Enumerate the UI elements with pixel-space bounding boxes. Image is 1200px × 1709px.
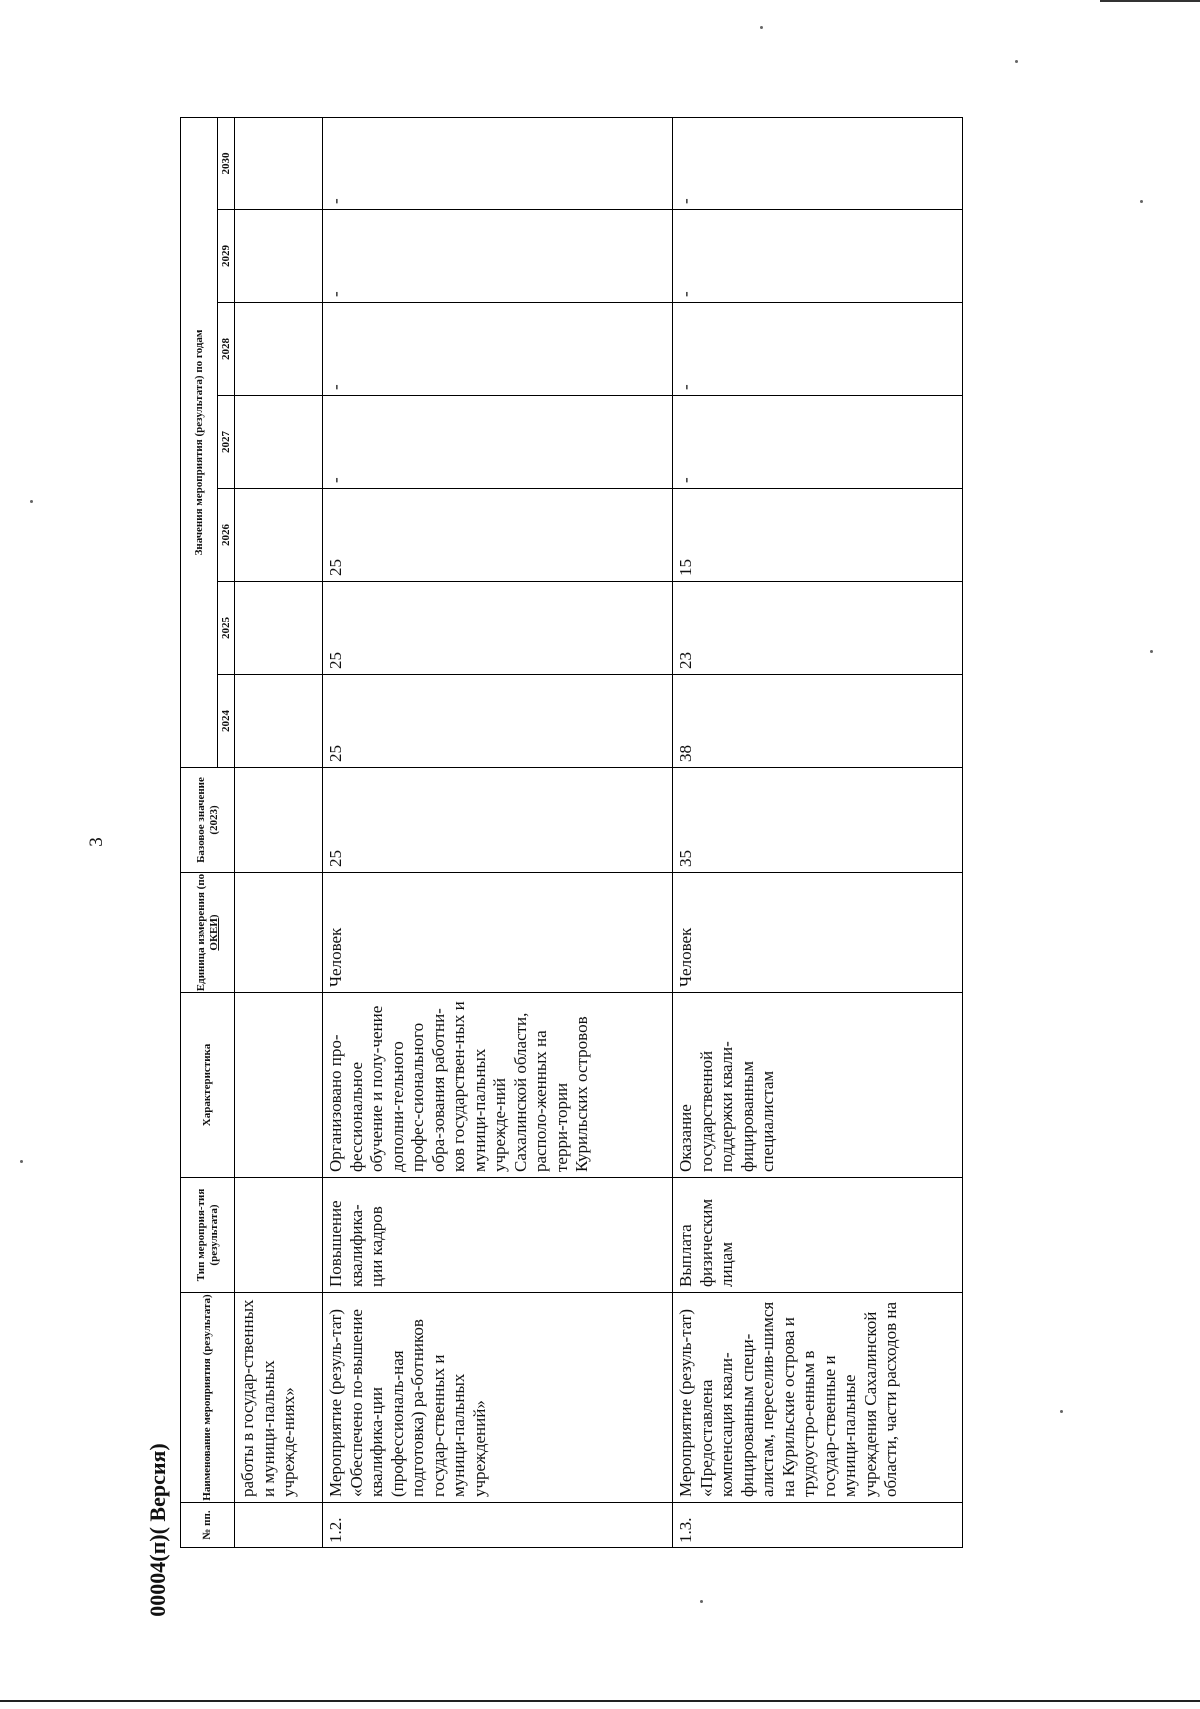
header-name: Наименование мероприятия (результата) <box>181 1293 235 1503</box>
scan-speck <box>760 26 763 29</box>
measures-table <box>180 117 963 1548</box>
cell-name: Мероприятие (резуль-тат) «Предоставлена компенсация квали-фицированным специ-алистам, переселив-шимся на Курильские острова и трудоустро-енным в государ-ственные и муници-пальные учреждения Сахалинской области, части расходов на <box>673 1293 963 1503</box>
header-year: 2025 <box>218 582 235 675</box>
cell-number <box>235 1503 323 1548</box>
cell-value: - <box>673 303 963 396</box>
cell-value <box>235 117 323 209</box>
header-type: Тип мероприя-тия (результата) <box>181 1178 235 1293</box>
header-year: 2028 <box>218 303 235 396</box>
scan-speck <box>1150 650 1153 653</box>
scan-speck <box>1015 60 1018 63</box>
cell-value: 23 <box>673 582 963 675</box>
cell-value <box>235 303 323 396</box>
header-unit-prefix: Единица измерения (по <box>194 873 207 992</box>
table-row <box>673 117 963 1547</box>
header-year: 2030 <box>218 117 235 209</box>
cell-value <box>235 396 323 489</box>
scan-edge-line <box>0 1700 1200 1702</box>
header-unit-okei: ОКЕИ <box>207 918 220 951</box>
cell-value: 25 <box>323 675 673 768</box>
cell-name: Мероприятие (резуль-тат) «Обеспечено по-вышение квалифика-ции (профессиональ-ная подготовка) ра-ботников государ-ственных и муници-пальных учреждений» <box>323 1293 673 1503</box>
cell-unit: Человек <box>323 873 673 993</box>
header-year: 2026 <box>218 489 235 582</box>
header-unit <box>181 873 235 993</box>
header-base-value: Базовое значение (2023) <box>181 768 235 873</box>
cell-value: - <box>673 117 963 209</box>
cell-unit: Человек <box>673 873 963 993</box>
cell-value: - <box>673 210 963 303</box>
cell-value: 38 <box>673 675 963 768</box>
cell-base: 35 <box>673 768 963 873</box>
scan-speck <box>1060 1410 1063 1413</box>
cell-base: 25 <box>323 768 673 873</box>
cell-type: Выплата физическим лицам <box>673 1178 963 1293</box>
cell-number: 1.2. <box>323 1503 673 1548</box>
header-number: № пп. <box>181 1503 235 1548</box>
scan-speck <box>30 500 33 503</box>
header-year: 2029 <box>218 210 235 303</box>
cell-value: - <box>323 396 673 489</box>
cell-value <box>235 489 323 582</box>
cell-characteristic: Организовано про-фессиональное обучение и полу-чение дополни-тельного профес-сионального обра-зования работни-ков государствен-ных и муници-пальных учрежде-ний Сахалинской области, располо-женных на терри-тории Курильских островов <box>323 993 673 1178</box>
cell-value: 15 <box>673 489 963 582</box>
scan-speck <box>20 1160 23 1163</box>
table-row <box>235 117 323 1547</box>
header-unit-suffix: ) <box>207 914 220 919</box>
header-year: 2027 <box>218 396 235 489</box>
cell-number: 1.3. <box>673 1503 963 1548</box>
cell-value <box>235 582 323 675</box>
cell-characteristic: Оказание государственной поддержки квали-фицированным специалистам <box>673 993 963 1178</box>
header-values-by-year: Значения мероприятия (результата) по годам <box>181 117 218 767</box>
page-number: 3 <box>86 837 107 847</box>
cell-value: - <box>323 303 673 396</box>
cell-type: Повышение квалифика-ции кадров <box>323 1178 673 1293</box>
cell-value <box>235 675 323 768</box>
cell-value: - <box>323 210 673 303</box>
footer-document-code: 00004(п)( Версия) <box>145 1443 170 1617</box>
cell-name: работы в государ-ственных и муници-пальных учрежде-ниях» <box>235 1293 323 1503</box>
cell-value <box>235 210 323 303</box>
scan-speck <box>1140 200 1143 203</box>
scan-speck <box>700 1600 703 1603</box>
header-characteristic: Характеристика <box>181 993 235 1178</box>
cell-unit <box>235 873 323 993</box>
cell-value: - <box>323 117 673 209</box>
cell-value: - <box>673 396 963 489</box>
cell-base <box>235 768 323 873</box>
cell-type <box>235 1178 323 1293</box>
cell-characteristic <box>235 993 323 1178</box>
cell-value: 25 <box>323 489 673 582</box>
scan-edge-line <box>1100 0 1200 2</box>
header-year: 2024 <box>218 675 235 768</box>
cell-value: 25 <box>323 582 673 675</box>
rotated-table-container <box>180 118 960 1548</box>
table-row <box>323 117 673 1547</box>
